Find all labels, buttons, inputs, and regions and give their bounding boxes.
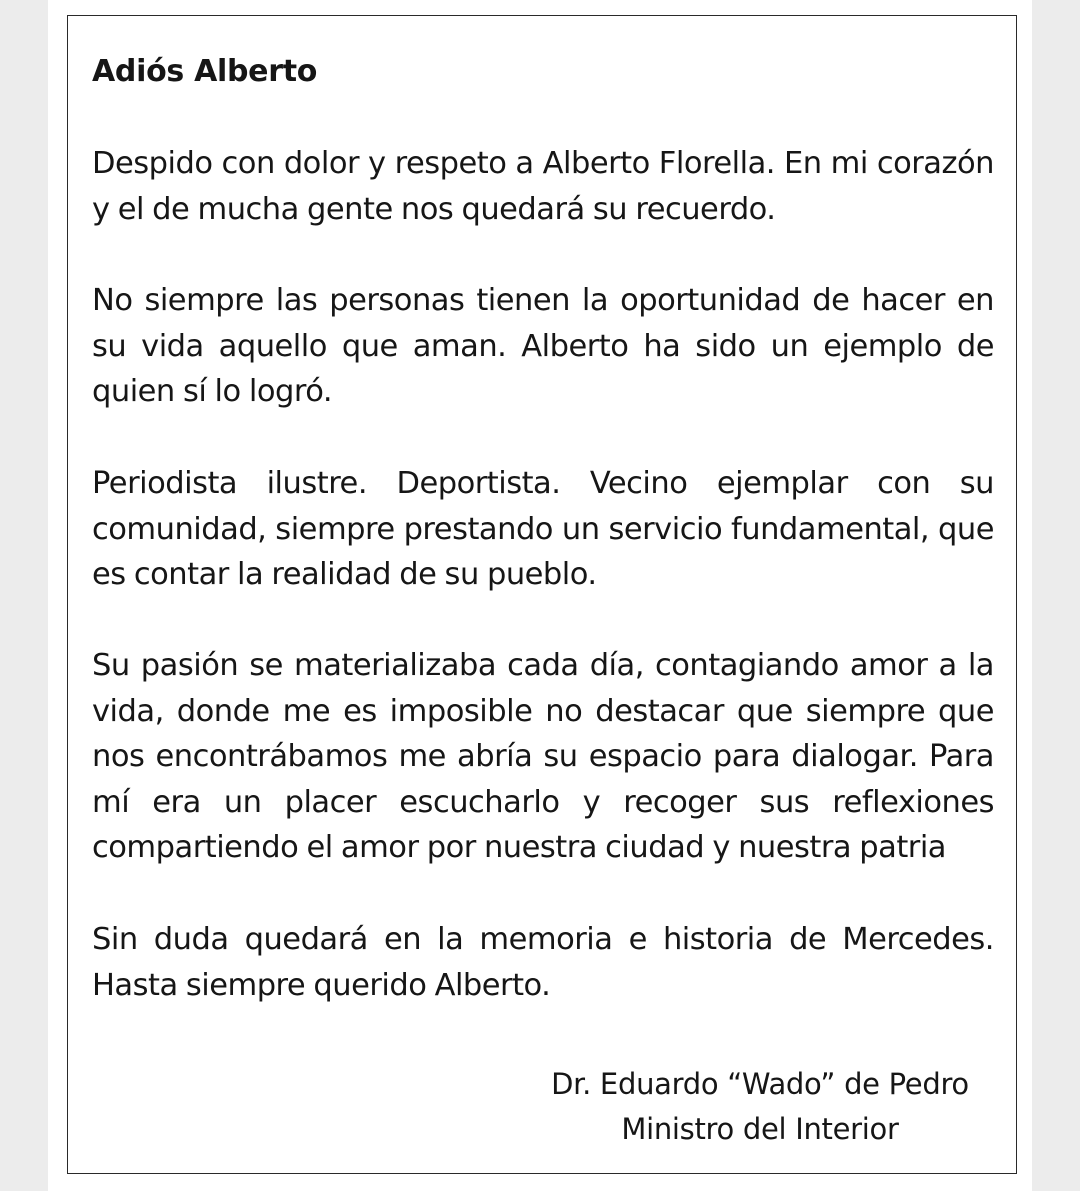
paragraph-2: No siempre las personas tienen la oportunidad de hacer en su vida aquello que aman. Alberto ha sido un ejemplo de quien sí lo logró. xyxy=(92,283,994,410)
signature-name: Dr. Eduardo “Wado” de Pedro xyxy=(551,1067,969,1101)
signature-position: Ministro del Interior xyxy=(621,1112,899,1146)
paragraph-5: Sin duda quedará en la memoria e historia de Mercedes. Hasta siempre querido Alberto. xyxy=(92,922,994,1003)
paragraph-1: Despido con dolor y respeto a Alberto Florella. En mi corazón y el de mucha gente nos quedará su recuerdo. xyxy=(92,146,994,227)
signature-block xyxy=(512,1062,1008,1152)
letter-title: Adiós Alberto xyxy=(92,54,318,89)
paragraph-3: Periodista ilustre. Deportista. Vecino ejemplar con su comunidad, siempre prestando un servicio fundamental, que es contar la realidad de su pueblo. xyxy=(92,466,994,593)
paragraph-4: Su pasión se materializaba cada día, contagiando amor a la vida, donde me es imposible no destacar que siempre que nos encontrábamos me abría su espacio para dialogar. Para mí era un placer escucharlo y recoger sus reflexiones compartiendo el amor por nuestra ciudad y nuestra patria xyxy=(92,648,994,866)
